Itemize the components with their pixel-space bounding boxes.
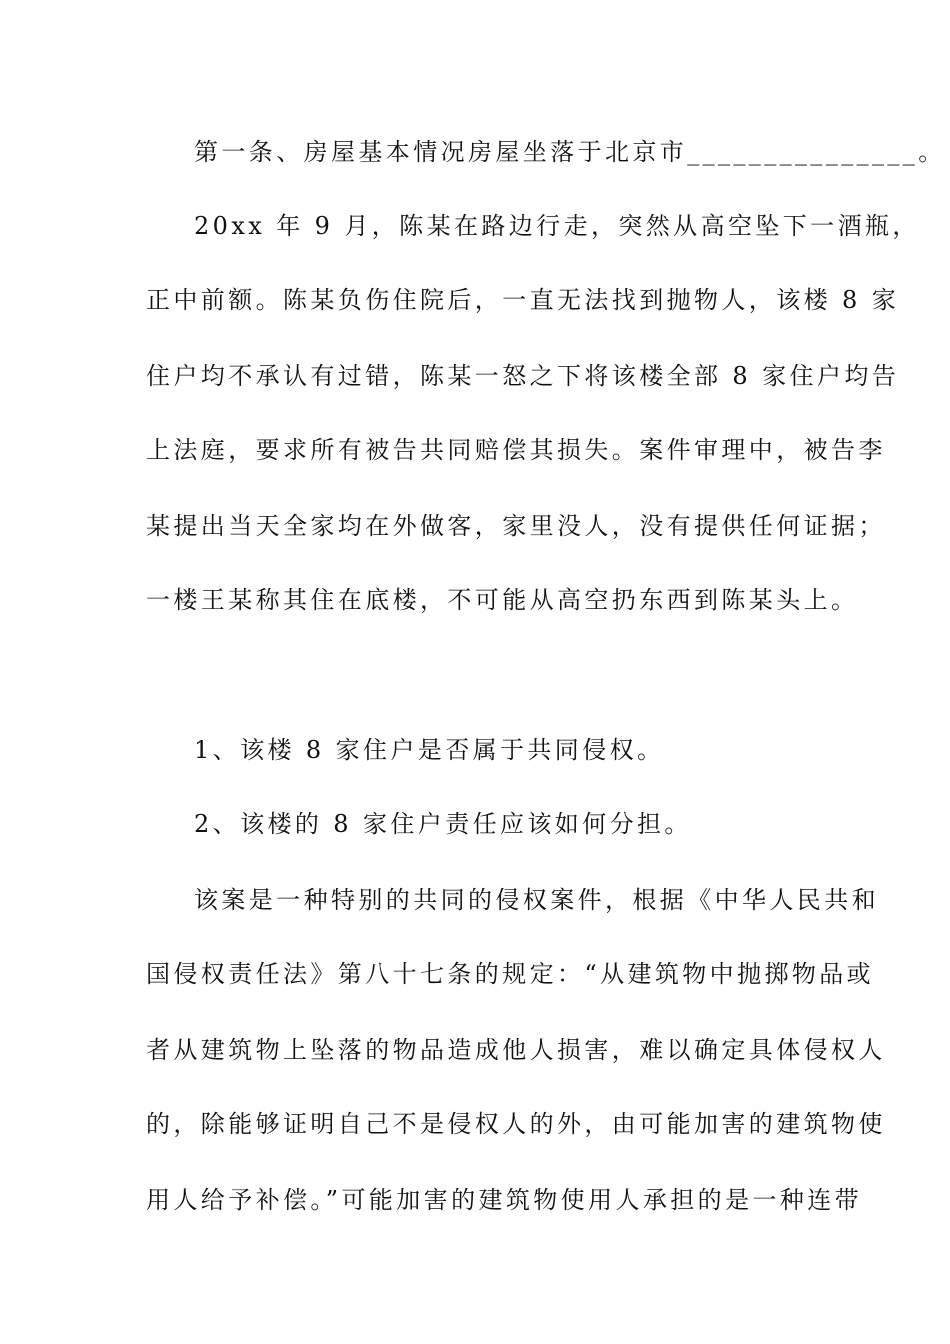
case-paragraph-line-2: 正中前额。陈某负伤住院后，一直无法找到抛物人，该楼 8 家 [146,286,900,314]
question-one: 1、该楼 8 家住户是否属于共同侵权。 [194,736,665,764]
case-paragraph-line-3: 住户均不承认有过错，陈某一怒之下将该楼全部 8 家住户均告 [146,362,900,390]
analysis-paragraph-line-2: 国侵权责任法》第八十七条的规定：“从建筑物中抛掷物品或 [146,960,875,988]
analysis-paragraph-line-3: 者从建筑物上坠落的物品造成他人损害，难以确定具体侵权人 [146,1036,886,1064]
case-paragraph-line-5: 某提出当天全家均在外做客，家里没人，没有提供任何证据； [146,512,886,540]
analysis-paragraph-line-1: 该案是一种特别的共同的侵权案件，根据《中华人民共和 [194,886,879,914]
case-paragraph-line-1: 20xx 年 9 月，陈某在路边行走，突然从高空坠下一酒瓶， [194,212,920,240]
analysis-paragraph-line-4: 的，除能够证明自己不是侵权人的外，由可能加害的建筑物使 [146,1110,886,1138]
case-paragraph-line-4: 上法庭，要求所有被告共同赔偿其损失。案件审理中，被告李 [146,436,886,464]
analysis-paragraph-line-5: 用人给予补偿。”可能加害的建筑物使用人承担的是一种连带 [146,1186,863,1214]
case-paragraph-line-6: 一楼王某称其住在底楼，不可能从高空扔东西到陈某头上。 [146,586,859,614]
question-two: 2、该楼的 8 家住户责任应该如何分担。 [194,810,692,838]
article-one-line: 第一条、房屋基本情况房屋坐落于北京市_______________。 [194,138,946,166]
